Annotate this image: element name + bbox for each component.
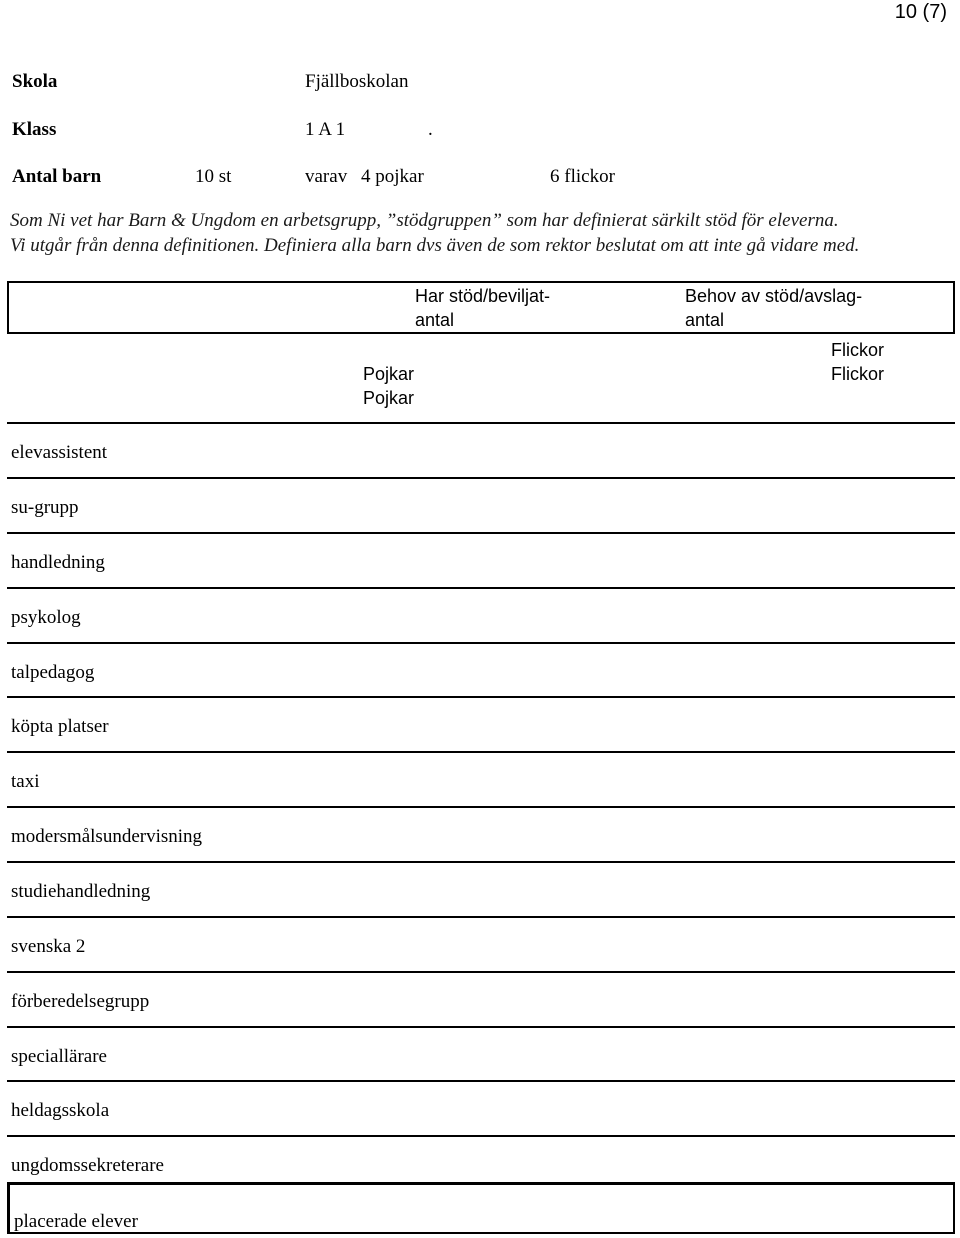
table-row xyxy=(7,477,955,527)
row-label: handledning xyxy=(11,552,105,573)
row-label: modersmålsundervisning xyxy=(11,826,203,847)
girls-label-1: Flickor xyxy=(831,340,884,360)
table-row xyxy=(7,1026,955,1076)
row-label: ungdomssekreterare xyxy=(11,1155,164,1176)
col-support-line-1: Har stöd/beviljat- xyxy=(415,286,551,306)
table-row xyxy=(7,751,955,801)
table-row xyxy=(7,916,955,966)
row-label: elevassistent xyxy=(11,442,108,463)
row-label: speciallärare xyxy=(11,1046,107,1067)
table-row xyxy=(7,971,955,1021)
class-dot: . xyxy=(428,119,433,140)
count-total: 10 st xyxy=(195,166,232,187)
row-label: talpedagog xyxy=(11,662,95,683)
intro-line-1: Som Ni vet har Barn & Ungdom en arbetsgrupp, ”stödgruppen” som har definierat särkilt stöd för eleverna. xyxy=(10,210,839,231)
row-label: svenska 2 xyxy=(11,936,86,957)
row-label: heldagsskola xyxy=(11,1100,110,1121)
table-row xyxy=(7,861,955,911)
school-label: Skola xyxy=(12,71,58,92)
table-row xyxy=(7,1182,955,1234)
table-row xyxy=(7,806,955,856)
row-label: taxi xyxy=(11,771,40,792)
row-label: förberedelsegrupp xyxy=(11,991,150,1012)
table-row xyxy=(7,696,955,746)
row-label: placerade elever xyxy=(14,1211,138,1232)
class-value: 1 A 1 xyxy=(305,119,346,140)
count-girls: 6 flickor xyxy=(550,166,615,187)
col-need-line-1: Behov av stöd/avslag- xyxy=(685,286,863,306)
boys-label-2: Pojkar xyxy=(363,388,415,408)
class-label: Klass xyxy=(12,119,57,140)
table-row xyxy=(7,1080,955,1130)
row-label: studiehandledning xyxy=(11,881,151,902)
page-number: 10 (7) xyxy=(894,1,947,23)
col-support-line-2: antal xyxy=(415,310,455,330)
count-boys: 4 pojkar xyxy=(361,166,424,187)
table-row xyxy=(7,587,955,637)
row-label: su-grupp xyxy=(11,497,79,518)
boys-label-1: Pojkar xyxy=(363,364,415,384)
row-label: köpta platser xyxy=(11,716,109,737)
school-value: Fjällboskolan xyxy=(305,71,409,92)
count-of-which: varav xyxy=(305,166,348,187)
table-row xyxy=(7,422,955,472)
row-label: psykolog xyxy=(11,607,81,628)
count-label: Antal barn xyxy=(12,166,102,187)
table-row xyxy=(7,1135,955,1185)
intro-line-2: Vi utgår från denna definitionen. Definiera alla barn dvs även de som rektor beslutat om att inte gå vidare med. xyxy=(10,235,860,256)
col-need-line-2: antal xyxy=(685,310,725,330)
girls-label-2: Flickor xyxy=(831,364,884,384)
table-row xyxy=(7,642,955,692)
table-row xyxy=(7,532,955,582)
